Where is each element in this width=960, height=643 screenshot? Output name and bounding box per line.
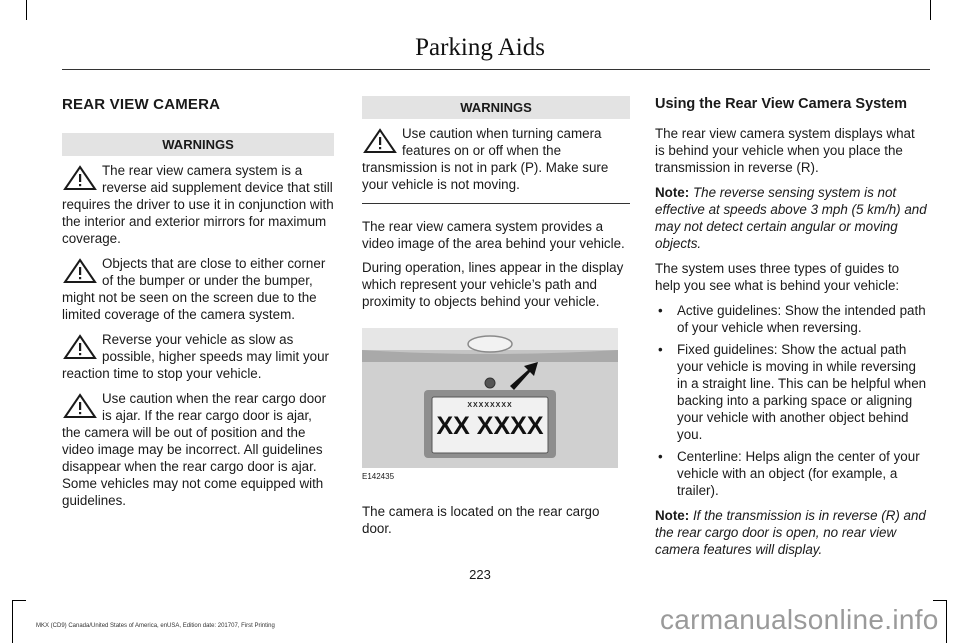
crop-mark — [26, 0, 27, 20]
header-rule — [62, 69, 930, 70]
warning-icon — [62, 334, 98, 360]
note-label: Note: — [655, 508, 690, 523]
note-paragraph — [655, 184, 927, 252]
bullet-glyph: • — [658, 303, 663, 318]
body-paragraph: The rear view camera system provides a video image of the area behind your vehicle. — [362, 219, 625, 251]
note-text: If the transmission is in reverse (R) and the rear cargo door is open, no rear view camera features will display. — [655, 508, 926, 557]
bullet-glyph: • — [658, 449, 663, 464]
warnings-header: WARNINGS — [362, 96, 630, 119]
middle-column — [362, 96, 630, 537]
list-item: • Fixed guidelines: Show the actual path your vehicle is moving in while reversing in a straight line. This can be helpful when backing into a parking space or aligning your vehicle with another object behind you. — [658, 342, 927, 442]
warning-icon — [62, 258, 98, 284]
crop-mark — [12, 600, 26, 601]
watermark: carmanualsonline.info — [660, 604, 939, 635]
warning-text: Reverse your vehicle as slow as possible, higher speeds may limit your reaction time to stop your vehicle. — [62, 332, 330, 381]
figure-caption: The camera is located on the rear cargo door. — [362, 504, 600, 536]
crop-mark — [930, 0, 931, 20]
right-column — [655, 96, 927, 558]
warning-icon — [362, 128, 398, 154]
body-paragraph: The system uses three types of guides to help you see what is behind your vehicle: — [655, 261, 900, 293]
camera-location-figure — [362, 328, 618, 468]
note-text: The reverse sensing system is not effective at speeds above 3 mph (5 km/h) and may not detect certain angular or moving objects. — [655, 185, 927, 251]
warning-text: Use caution when turning camera features on or off when the transmission is not in park (P). Make sure your vehicle is not moving. — [362, 126, 609, 192]
plate-top-text: XXXXXXXX — [467, 402, 513, 409]
warning-item — [62, 331, 334, 382]
footer-edition-text: MKX (CD9) Canada/United States of America, enUSA, Edition date: 201707, First Printing — [36, 623, 275, 629]
body-paragraph: The rear view camera system displays what is behind your vehicle when you place the transmission in reverse (R). — [655, 126, 915, 175]
note-paragraph — [655, 507, 927, 558]
warnings-header: WARNINGS — [62, 133, 334, 156]
warning-item — [62, 255, 334, 323]
warning-icon — [62, 165, 98, 191]
subsection-title: Using the Rear View Camera System — [655, 96, 907, 112]
body-paragraph: During operation, lines appear in the display which represent your vehicle’s path and proximity to objects behind your vehicle. — [362, 260, 624, 309]
crop-mark — [12, 600, 13, 643]
rear-door-illustration — [362, 328, 618, 468]
page-header-title: Parking Aids — [415, 34, 545, 61]
figure-code: E142435 — [362, 472, 395, 481]
left-column — [62, 96, 334, 509]
warning-text: Objects that are close to either corner of the bumper or under the bumper, might not be seen on the screen due to the limited coverage of the camera system. — [62, 256, 326, 322]
page-number: 223 — [469, 567, 491, 582]
warning-item — [62, 390, 334, 509]
bullet-glyph: • — [658, 342, 663, 357]
note-label: Note: — [655, 185, 690, 200]
crop-mark — [946, 600, 947, 643]
warning-icon — [62, 393, 98, 419]
list-item: • Centerline: Helps align the center of your vehicle with an object (for example, a trailer). — [658, 449, 920, 498]
warning-item — [62, 162, 334, 247]
crop-mark — [933, 600, 947, 601]
guide-list — [655, 302, 927, 499]
list-item: • Active guidelines: Show the intended path of your vehicle when reversing. — [658, 303, 926, 335]
plate-main-text: XX XXXX — [436, 412, 544, 440]
warning-text: The rear view camera system is a reverse aid supplement device that still requires the driver to use it in conjunction with the interior and exterior mirrors for maximum coverage. — [62, 163, 334, 246]
warning-item — [362, 125, 630, 193]
section-title: REAR VIEW CAMERA — [62, 96, 221, 113]
warning-text: Use caution when the rear cargo door is ajar. If the rear cargo door is ajar, the camera will be out of position and the video image may be incorrect. All guidelines disappear when the rear cargo door is ajar. Some vehicles may not come equipped with guidelines. — [62, 391, 327, 508]
